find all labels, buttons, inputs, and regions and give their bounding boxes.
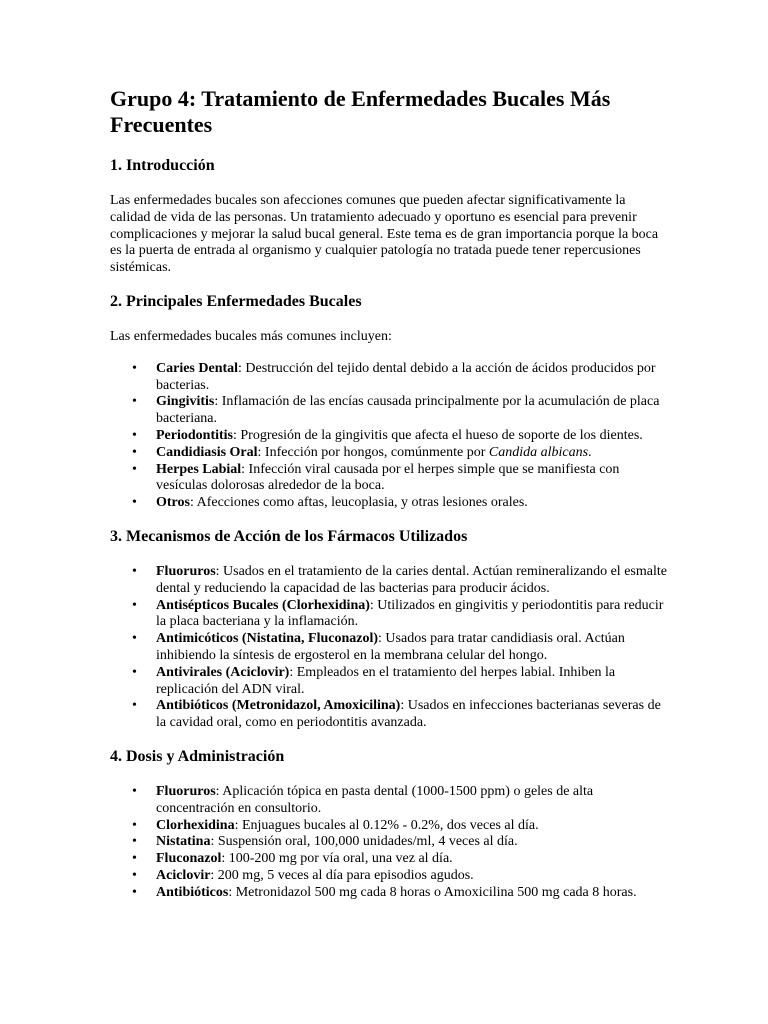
item-term: Antisépticos Bucales (Clorhexidina) bbox=[156, 597, 370, 613]
list-item bbox=[156, 784, 668, 818]
list-item bbox=[156, 445, 668, 462]
item-text: : Infección viral causada por el herpes simple que se manifiesta con vesículas dolorosas alrededor de la boca. bbox=[156, 461, 620, 494]
section-heading-diseases: 2. Principales Enfermedades Bucales bbox=[110, 292, 362, 310]
item-term: Clorhexidina bbox=[156, 817, 235, 833]
document-title: Grupo 4: Tratamiento de Enfermedades Bucales Más Frecuentes bbox=[110, 86, 611, 137]
item-term: Gingivitis bbox=[156, 394, 215, 410]
item-term: Fluoruros bbox=[156, 783, 216, 799]
list-item bbox=[156, 564, 668, 598]
item-term: Fluconazol bbox=[156, 851, 222, 867]
item-text: : Usados para tratar candidiasis oral. Actúan inhibiendo la síntesis de ergosterol en la membrana celular del hongo. bbox=[156, 631, 625, 663]
section-heading-intro: 1. Introducción bbox=[110, 157, 215, 174]
item-italic: Candida albicans bbox=[488, 444, 589, 460]
item-text: : Infección por hongos, comúnmente por bbox=[257, 444, 489, 460]
item-text: : 200 mg, 5 veces al día para episodios agudos. bbox=[210, 867, 474, 883]
list-item bbox=[156, 885, 668, 902]
item-term: Antibióticos bbox=[156, 884, 229, 900]
item-text: : Aplicación tópica en pasta dental (1000-1500 ppm) o geles de alta concentración en consultorio. bbox=[156, 783, 594, 816]
diseases-paragraph: Las enfermedades bucales más comunes incluyen: bbox=[110, 328, 392, 344]
item-text: : Usados en el tratamiento de la caries dental. Actúan remineralizando el esmalte dental y reduciendo la capacidad de las bacterias para producir ácidos. bbox=[156, 563, 667, 596]
list-item bbox=[156, 851, 668, 868]
list-item bbox=[156, 394, 668, 428]
section-heading-mechanisms: 3. Mecanismos de Acción de los Fármacos Utilizados bbox=[110, 527, 468, 545]
intro-paragraph: Las enfermedades bucales son afecciones comunes que pueden afectar significativamente la calidad de vida de las personas. Un tratamiento adecuado y oportuno es esencial para prevenir complicaciones y mejorar la salud bucal general. Este tema es de gran importancia porque la boca es la puerta de entrada al organismo y cualquier patología no tratada puede tener repercusiones sistémicas. bbox=[110, 193, 659, 276]
item-term: Caries Dental bbox=[156, 360, 239, 376]
dosage-list bbox=[110, 784, 668, 902]
list-item bbox=[156, 665, 668, 699]
list-item bbox=[156, 631, 668, 665]
item-text: : Afecciones como aftas, leucoplasia, y otras lesiones orales. bbox=[189, 495, 528, 511]
item-term: Otros bbox=[156, 495, 190, 511]
list-item bbox=[156, 495, 668, 512]
list-item bbox=[156, 361, 668, 395]
mechanisms-list bbox=[110, 564, 668, 732]
item-term: Antimicóticos (Nistatina, Fluconazol) bbox=[156, 631, 379, 647]
item-term: Herpes Labial bbox=[156, 461, 242, 477]
item-text: : Usados en infecciones bacterianas severas de la cavidad oral, como en periodontitis avanzada. bbox=[156, 698, 661, 731]
item-term: Aciclovir bbox=[156, 867, 211, 883]
item-text: : Metronidazol 500 mg cada 8 horas o Amoxicilina 500 mg cada 8 horas. bbox=[228, 884, 637, 900]
item-text: : Destrucción del tejido dental debido a la acción de ácidos producidos por bacterias. bbox=[156, 360, 656, 393]
item-text: : Suspensión oral, 100,000 unidades/ml, 4 veces al día. bbox=[210, 834, 518, 850]
item-term: Fluoruros bbox=[156, 563, 216, 579]
item-term: Periodontitis bbox=[156, 427, 233, 443]
item-text: : Utilizados en gingivitis y periodontitis para reducir la placa bacteriana y la inflamación. bbox=[156, 597, 664, 630]
item-text: : Inflamación de las encías causada principalmente por la acumulación de placa bacteriana. bbox=[156, 394, 660, 427]
item-after: . bbox=[588, 444, 592, 460]
item-text: : Empleados en el tratamiento del herpes labial. Inhiben la replicación del ADN viral. bbox=[156, 664, 616, 697]
item-term: Antivirales (Aciclovir) bbox=[156, 664, 290, 680]
item-term: Nistatina bbox=[156, 834, 211, 850]
list-item bbox=[156, 598, 668, 632]
list-item bbox=[156, 462, 668, 496]
section-heading-dosage: 4. Dosis y Administración bbox=[110, 747, 285, 765]
diseases-list bbox=[110, 361, 668, 512]
item-text: : Enjuagues bucales al 0.12% - 0.2%, dos veces al día. bbox=[234, 817, 539, 833]
list-item bbox=[156, 818, 668, 835]
item-text: : 100-200 mg por vía oral, una vez al día. bbox=[221, 851, 453, 867]
item-term: Candidiasis Oral bbox=[156, 444, 258, 460]
list-item bbox=[156, 428, 668, 445]
item-term: Antibióticos (Metronidazol, Amoxicilina) bbox=[156, 698, 401, 714]
list-item bbox=[156, 698, 668, 732]
list-item bbox=[156, 868, 668, 885]
item-text: : Progresión de la gingivitis que afecta el hueso de soporte de los dientes. bbox=[233, 427, 643, 443]
list-item bbox=[156, 834, 668, 851]
